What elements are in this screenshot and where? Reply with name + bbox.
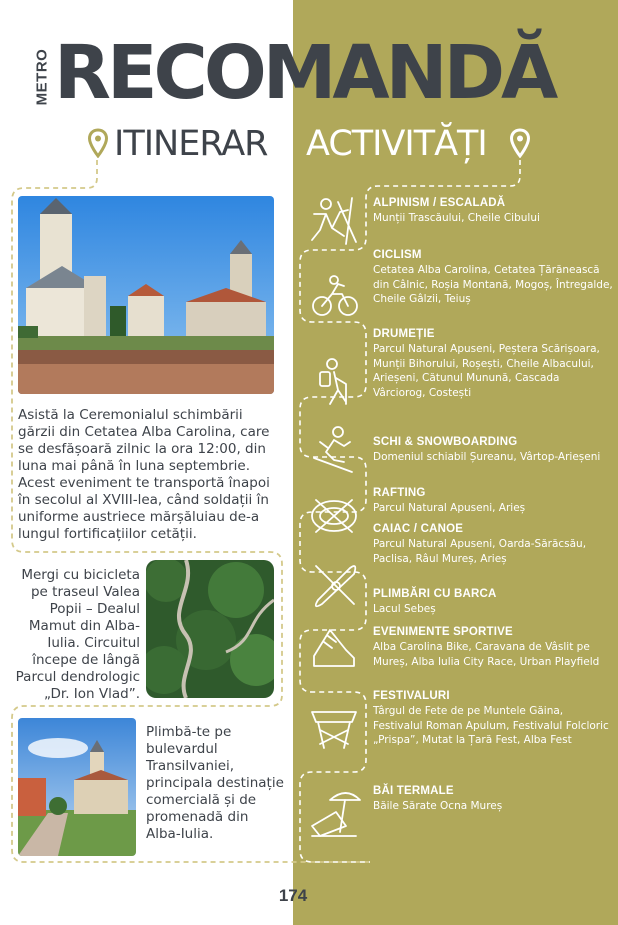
bike-trail-paragraph: Mergi cu bicicleta pe traseul Valea Popii – Dealul Mamut din Alba-Iulia. Circuitul începe de lângă Parcul dendrologic „Dr. Ion Vlad”.	[15, 567, 140, 702]
changing-guard-paragraph: Asistă la Ceremonialul schimbării gărzii din Cetatea Alba Carolina, care se desfășoară zilnic la ora 12:00, din luna mai până în luna septembrie. Acest eveniment te transportă înapoi în secolul al XVIII-lea, când soldații în uniforme austriece mărșăluiau de-a lungul fortificațiilor cetății.	[18, 407, 270, 542]
activity-title: ALPINISM / ESCALADĂ	[373, 197, 506, 209]
activity-places: Alba Carolina Bike, Caravana de Vâslit pe Mureș, Alba Iulia City Race, Urban Playfield	[373, 641, 600, 668]
activity-title: EVENIMENTE SPORTIVE	[373, 626, 513, 638]
rafting-icon	[312, 500, 356, 532]
activity-hiking	[373, 328, 613, 400]
activity-title: DRUMEȚIE	[373, 328, 435, 340]
activity-kayak	[373, 523, 613, 566]
activity-places: Munții Trascăului, Cheile Cibului	[373, 212, 540, 224]
activities-label: ACTIVITĂȚI	[306, 124, 487, 164]
kayak-icon	[316, 566, 356, 606]
activity-title: FESTIVALURI	[373, 690, 450, 702]
activity-places: Domeniul schiabil Șureanu, Vârtop-Arieșeni	[373, 451, 601, 463]
sneaker-icon	[314, 630, 354, 666]
activity-rafting	[373, 487, 613, 516]
metro-brand-text: METRO	[33, 48, 51, 106]
activity-title: RAFTING	[373, 487, 426, 499]
activity-places: Parcul Natural Apuseni, Peștera Scărișoara, Munții Bihorului, Roșești, Cheile Albacului, Arieșeni, Cătunul Munună, Cascada Vârciorog, Costești	[373, 343, 600, 399]
page-title: RECOMANDĂ	[54, 30, 555, 116]
itinerary-label: ITINERAR	[114, 124, 268, 164]
climbing-icon	[312, 198, 356, 244]
boulevard-paragraph: Plimbă-te pe bulevardul Transilvaniei, principala destinație comercială și de promenadă din Alba-Iulia.	[146, 724, 284, 842]
activity-places: Băile Sărate Ocna Mureș	[373, 800, 503, 812]
festival-icon	[312, 712, 356, 748]
activity-places: Cetatea Alba Carolina, Cetatea Țărănească din Câlnic, Roșia Montană, Mogoș, Întregalde, Cheile Gâlzii, Teiuș	[373, 264, 613, 305]
cycling-icon	[313, 276, 357, 315]
activity-places: Lacul Sebeș	[373, 603, 436, 615]
activity-cycling	[373, 249, 613, 307]
hiking-icon	[320, 359, 346, 404]
activity-skiing	[373, 436, 613, 465]
activity-sport-events	[373, 626, 613, 669]
activity-places: Târgul de Fete de pe Muntele Găina, Festivalul Roman Apulum, Festivalul Folcloric „Prispa”, Mutat la Țară Fest, Alba Fest	[373, 705, 609, 746]
activity-title: CICLISM	[373, 249, 422, 261]
activity-alpinism	[373, 197, 613, 226]
activity-thermal-baths	[373, 785, 613, 814]
activity-title: CAIAC / CANOE	[373, 523, 464, 535]
activity-title: BĂI TERMALE	[373, 785, 454, 797]
activity-festivals	[373, 690, 613, 748]
activity-title: SCHI & SNOWBOARDING	[373, 436, 518, 448]
activity-places: Parcul Natural Apuseni, Arieș	[373, 502, 526, 514]
beach-chair-icon	[312, 793, 360, 836]
skiing-icon	[314, 427, 352, 472]
activity-boating	[373, 588, 613, 617]
activity-title: PLIMBĂRI CU BARCA	[373, 588, 497, 600]
page-number: 174	[278, 886, 308, 905]
activity-places: Parcul Natural Apuseni, Oarda-Sărăcsău, Paclisa, Râul Mureș, Arieș	[373, 538, 587, 565]
